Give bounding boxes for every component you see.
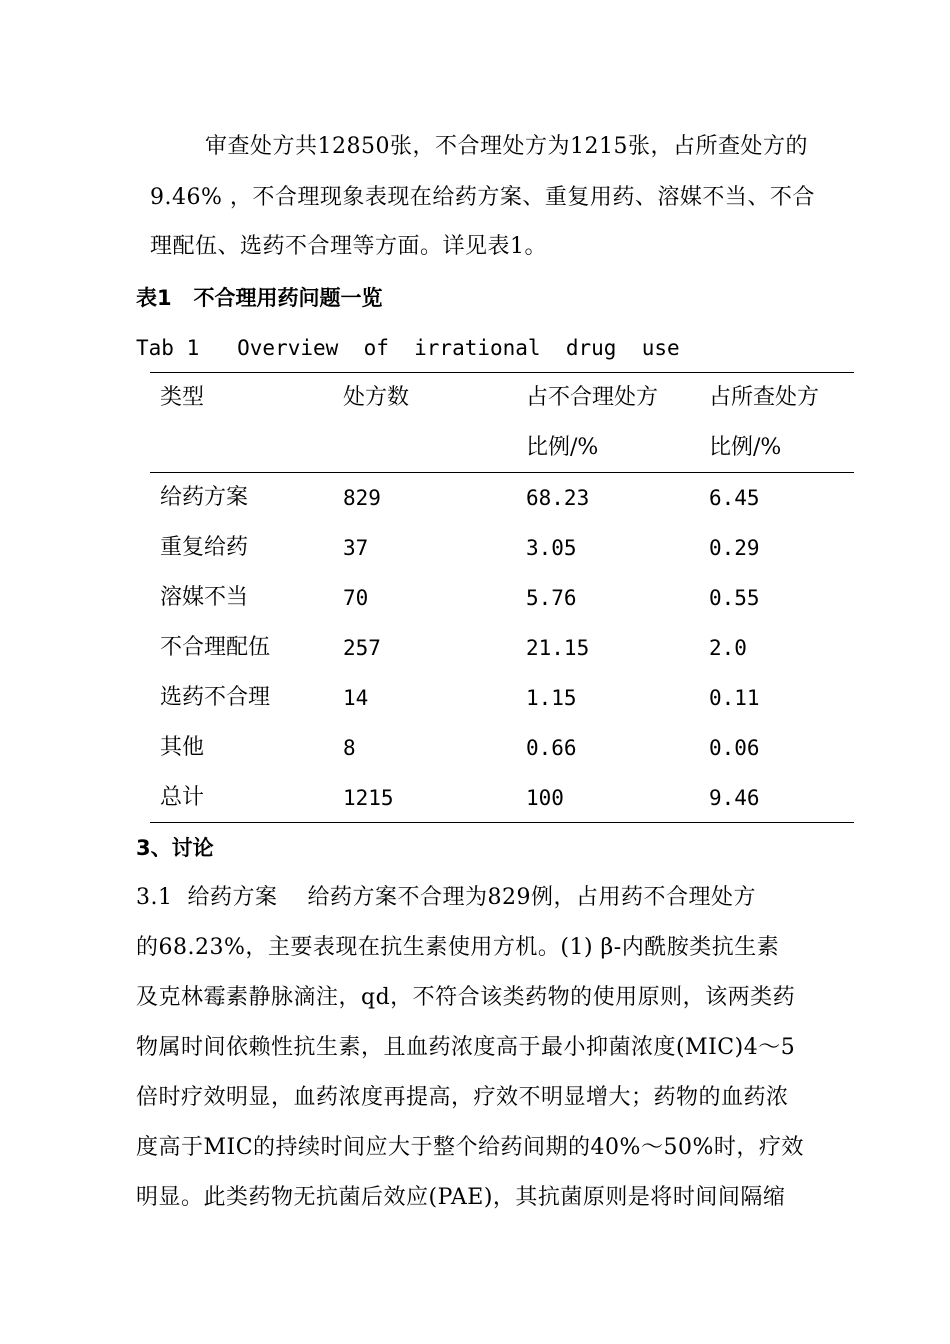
section-line-4: 物属时间依赖性抗生素，且血药浓度高于最小抑菌浓度(MIC)4～5 (136, 1035, 796, 1060)
cell-type: 不合理配伍 (160, 635, 271, 660)
header-total-ratio: 占所查处方 (709, 385, 820, 410)
cell-irrational-ratio: 21.15 (526, 636, 590, 660)
header-type: 类型 (160, 385, 205, 410)
table-bottom-rule (150, 822, 854, 823)
cell-total-ratio: 2.0 (709, 636, 747, 660)
cell-irrational-ratio: 1.15 (526, 686, 577, 710)
cell-total-ratio: 0.29 (709, 536, 760, 560)
cell-type: 溶媒不当 (160, 585, 249, 610)
cell-count: 829 (343, 486, 381, 510)
cell-count: 8 (343, 736, 356, 760)
cell-total-ratio: 0.11 (709, 686, 760, 710)
cell-irrational-ratio: 3.05 (526, 536, 577, 560)
section-line-1: 3.1 给药方案 给药方案不合理为829例，占用药不合理处方 (136, 885, 756, 910)
cell-type: 重复给药 (160, 535, 249, 560)
cell-count: 257 (343, 636, 381, 660)
table-title-cn: 表1 不合理用药问题一览 (136, 286, 383, 310)
header-irrational-ratio: 占不合理处方 (526, 385, 659, 410)
cell-count: 1215 (343, 786, 394, 810)
cell-type: 总计 (160, 785, 205, 810)
section-line-5: 倍时疗效明显，血药浓度再提高，疗效不明显增大；药物的血药浓 (136, 1085, 789, 1110)
cell-total-ratio: 0.06 (709, 736, 760, 760)
cell-total-ratio: 9.46 (709, 786, 760, 810)
section-line-2: 的68.23%，主要表现在抗生素使用方机。(1) β-内酰胺类抗生素 (136, 935, 780, 960)
header-irrational-ratio-unit: 比例/% (526, 435, 599, 460)
section-line-3: 及克林霉素静脉滴注，qd，不符合该类药物的使用原则，该两类药 (136, 985, 796, 1010)
header-count: 处方数 (343, 385, 410, 410)
cell-irrational-ratio: 0.66 (526, 736, 577, 760)
intro-line-1: 审查处方共12850张，不合理处方为1215张，占所查处方的 (205, 134, 808, 159)
cell-type: 给药方案 (160, 485, 249, 510)
cell-type: 选药不合理 (160, 685, 271, 710)
section-line-7: 明显。此类药物无抗菌后效应(PAE)，其抗菌原则是将时间间隔缩 (136, 1185, 786, 1210)
cell-count: 70 (343, 586, 369, 610)
section-heading: 3、讨论 (136, 836, 214, 860)
table-title-en: Tab 1 Overview of irrational drug use (136, 336, 680, 360)
table-header-rule (150, 472, 854, 473)
cell-total-ratio: 0.55 (709, 586, 760, 610)
intro-line-3: 理配伍、选药不合理等方面。详见表1。 (150, 234, 547, 259)
cell-count: 14 (343, 686, 369, 710)
cell-count: 37 (343, 536, 369, 560)
header-total-ratio-unit: 比例/% (709, 435, 782, 460)
cell-irrational-ratio: 5.76 (526, 586, 577, 610)
section-line-6: 度高于MIC的持续时间应大于整个给药间期的40%～50%时，疗效 (136, 1135, 804, 1160)
intro-line-2: 9.46% ，不合理现象表现在给药方案、重复用药、溶媒不当、不合 (150, 185, 815, 210)
cell-type: 其他 (160, 735, 205, 760)
cell-total-ratio: 6.45 (709, 486, 760, 510)
cell-irrational-ratio: 68.23 (526, 486, 590, 510)
cell-irrational-ratio: 100 (526, 786, 564, 810)
table-top-rule (150, 372, 854, 373)
